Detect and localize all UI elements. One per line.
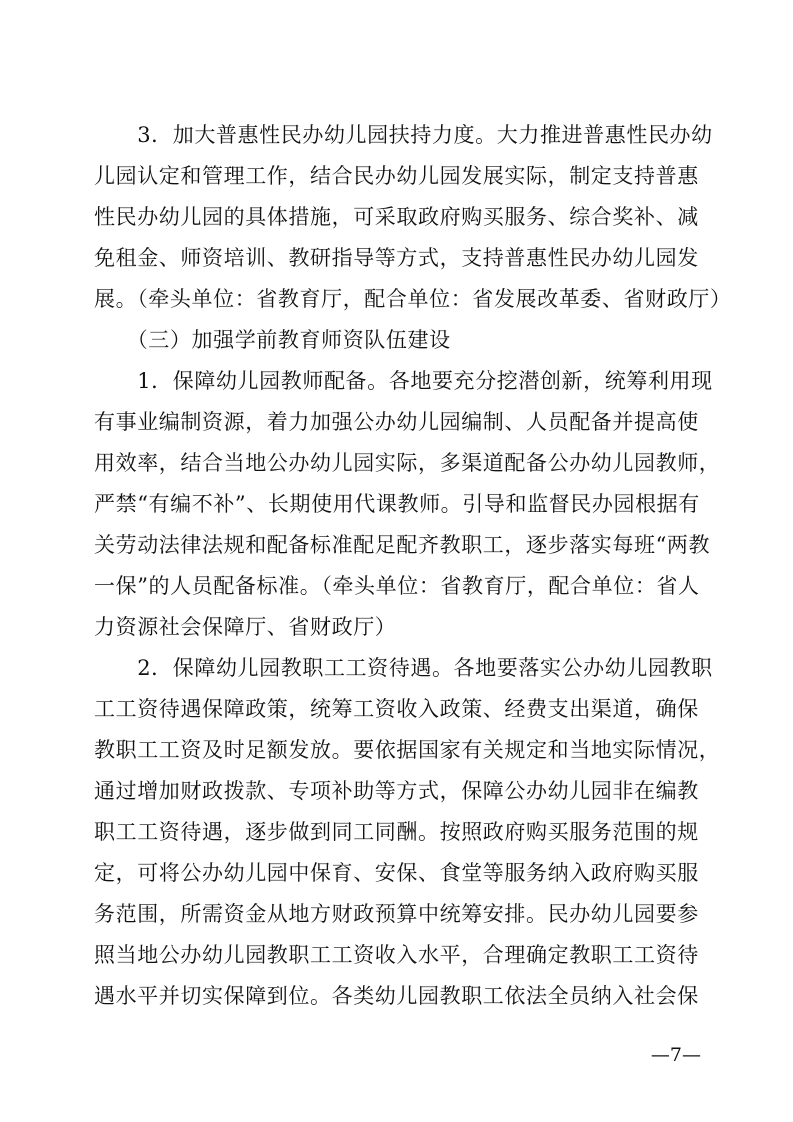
body-text-line: 关劳动法律法规和配备标准配足配齐教职工，逐步落实每班“两教 [94, 533, 711, 557]
body-text-line: 通过增加财政拨款、专项补助等方式，保障公办幼儿园非在编教 [94, 779, 699, 803]
body-text-line: 务范围，所需资金从地方财政预算中统筹安排。民办幼儿园要参 [94, 902, 699, 926]
body-text-line: 2．保障幼儿园教职工工资待遇。各地要落实公办幼儿园教职 [94, 656, 713, 680]
body-text-line: 有事业编制资源，着力加强公办幼儿园编制、人员配备并提高使 [94, 410, 699, 434]
body-text-line: 照当地公办幼儿园教职工工资收入水平，合理确定教职工工资待 [94, 943, 699, 967]
body-text-line: 展。（牵头单位：省教育厅，配合单位：省发展改革委、省财政厅） [94, 287, 732, 311]
body-text-line: 1．保障幼儿园教师配备。各地要充分挖潜创新，统筹利用现 [94, 369, 713, 393]
body-text-line: 儿园认定和管理工作，结合民办幼儿园发展实际，制定支持普惠 [94, 164, 699, 188]
body-text-line: 教职工工资及时足额发放。要依据国家有关规定和当地实际情况， [94, 738, 721, 762]
body-text-line: 职工工资待遇，逐步做到同工同酬。按照政府购买服务范围的规 [94, 820, 699, 844]
body-text-line: 性民办幼儿园的具体措施，可采取政府购买服务、综合奖补、减 [94, 205, 699, 229]
body-text-line: 定，可将公办幼儿园中保育、安保、食堂等服务纳入政府购买服 [94, 861, 699, 885]
page-number: —7— [650, 1044, 701, 1066]
body-text-line: 严禁“有编不补”、长期使用代课教师。引导和监督民办园根据有 [94, 492, 700, 516]
body-text-line: 工工资待遇保障政策，统筹工资收入政策、经费支出渠道，确保 [94, 697, 699, 721]
body-text-line: 免租金、师资培训、教研指导等方式，支持普惠性民办幼儿园发 [94, 246, 699, 270]
body-text-line: 一保”的人员配备标准。（牵头单位：省教育厅，配合单位：省人 [94, 574, 700, 598]
body-text-line: 3．加大普惠性民办幼儿园扶持力度。大力推进普惠性民办幼 [94, 123, 713, 147]
body-text-line: 遇水平并切实保障到位。各类幼儿园教职工依法全员纳入社会保 [94, 984, 699, 1008]
body-text-line: 力资源社会保障厅、省财政厅） [94, 615, 397, 639]
section-heading: （三）加强学前教育师资队伍建设 [94, 328, 451, 352]
body-text-line: 用效率，结合当地公办幼儿园实际，多渠道配备公办幼儿园教师， [94, 451, 721, 475]
